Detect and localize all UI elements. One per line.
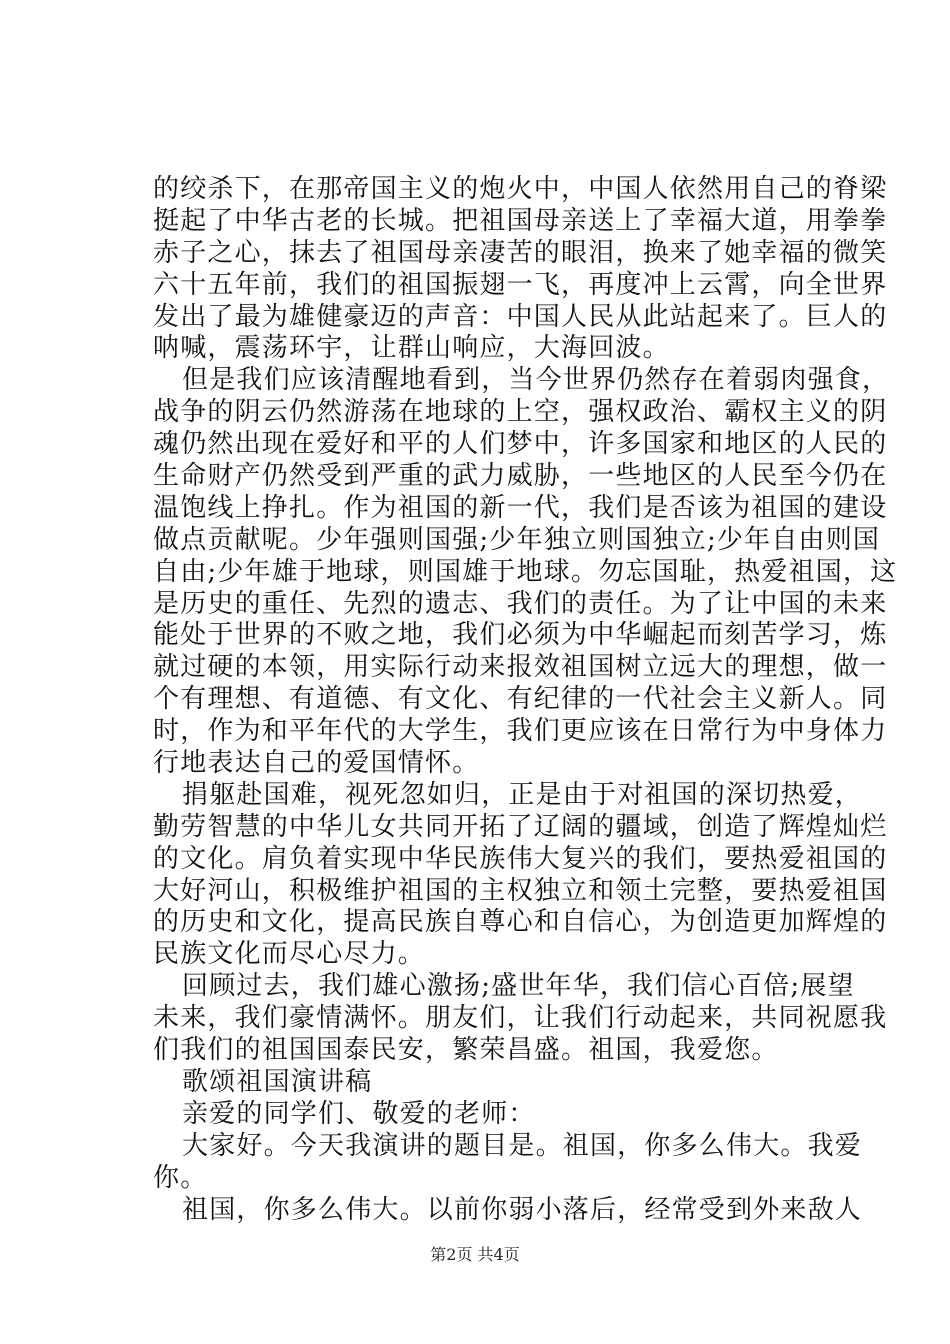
text-line: 能处于世界的不败之地，我们必须为中华崛起而刻苦学习，炼 [153, 620, 888, 651]
text-line: 自由;少年雄于地球，则国雄于地球。勿忘国耻，热爱祖国，这 [153, 556, 898, 587]
text-line: 魂仍然出现在爱好和平的人们梦中，许多国家和地区的人民的 [153, 429, 888, 460]
text-line: 战争的阴云仍然游荡在地球的上空，强权政治、霸权主义的阴 [153, 397, 888, 428]
text-line: 就过硬的本领，用实际行动来报效祖国树立远大的理想，做一 [153, 652, 888, 683]
paragraph-start-line: 但是我们应该清醒地看到，当今世界仍然存在着弱肉强食， [182, 365, 890, 396]
text-line: 发出了最为雄健豪迈的声音：中国人民从此站起来了。巨人的 [153, 301, 888, 332]
text-line: 勤劳智慧的中华儿女共同开拓了辽阔的疆域，创造了辉煌灿烂 [153, 811, 888, 842]
text-line: 的历史和文化，提高民族自尊心和自信心，为创造更加辉煌的 [153, 907, 888, 938]
document-body [153, 174, 898, 1226]
text-line: 行地表达自己的爱国情怀。 [153, 748, 480, 779]
paragraph-start-line: 祖国，你多么伟大。以前你弱小落后，经常受到外来敌人 [182, 1194, 863, 1225]
paragraph-start-line: 回顾过去，我们雄心激扬;盛世年华，我们信心百倍;展望 [182, 971, 855, 1002]
text-line: 个有理想、有道德、有文化、有纪律的一代社会主义新人。同 [153, 684, 888, 715]
text-line: 的绞杀下，在那帝国主义的炮火中，中国人依然用自己的脊梁 [153, 174, 888, 204]
paragraph-start-line: 大家好。今天我演讲的题目是。祖国，你多么伟大。我爱 [182, 1130, 863, 1161]
text-line: 生命财产仍然受到严重的武力威胁，一些地区的人民至今仍在 [153, 461, 888, 492]
paragraph-start-line: 捐躯赴国难，视死忽如归，正是由于对祖国的深切热爱， [182, 779, 863, 810]
text-line: 未来，我们豪情满怀。朋友们，让我们行动起来，共同祝愿我 [153, 1003, 888, 1034]
text-line: 做点贡献呢。少年强则国强;少年独立则国独立;少年自由则国 [153, 524, 881, 555]
text-line: 温饱线上挣扎。作为祖国的新一代，我们是否该为祖国的建设 [153, 492, 888, 523]
text-line: 赤子之心，抹去了祖国母亲凄苦的眼泪，换来了她幸福的微笑 [153, 237, 888, 268]
text-line: 你。 [153, 1162, 208, 1193]
text-line: 是历史的重任、先烈的遗志、我们的责任。为了让中国的未来 [153, 588, 888, 619]
text-line: 们我们的祖国国泰民安，繁荣昌盛。祖国，我爱您。 [153, 1035, 779, 1066]
text-line: 的文化。肩负着实现中华民族伟大复兴的我们，要热爱祖国的 [153, 843, 888, 874]
text-line: 六十五年前，我们的祖国振翅一飞，再度冲上云霄，向全世界 [153, 269, 888, 300]
text-line: 挺起了中华古老的长城。把祖国母亲送上了幸福大道，用拳拳 [153, 205, 888, 236]
text-line: 时，作为和平年代的大学生，我们更应该在日常行为中身体力 [153, 716, 888, 747]
salutation-line: 亲爱的同学们、敬爱的老师： [182, 1098, 536, 1129]
text-line: 民族文化而尽心尽力。 [153, 939, 426, 970]
page-footer: 第2页 共4页 [430, 1245, 520, 1264]
text-line: 大好河山，积极维护祖国的主权独立和领土完整，要热爱祖国 [153, 875, 888, 906]
text-line: 呐喊，震荡环宇，让群山响应，大海回波。 [153, 333, 670, 364]
section-title: 歌颂祖国演讲稿 [182, 1066, 373, 1097]
